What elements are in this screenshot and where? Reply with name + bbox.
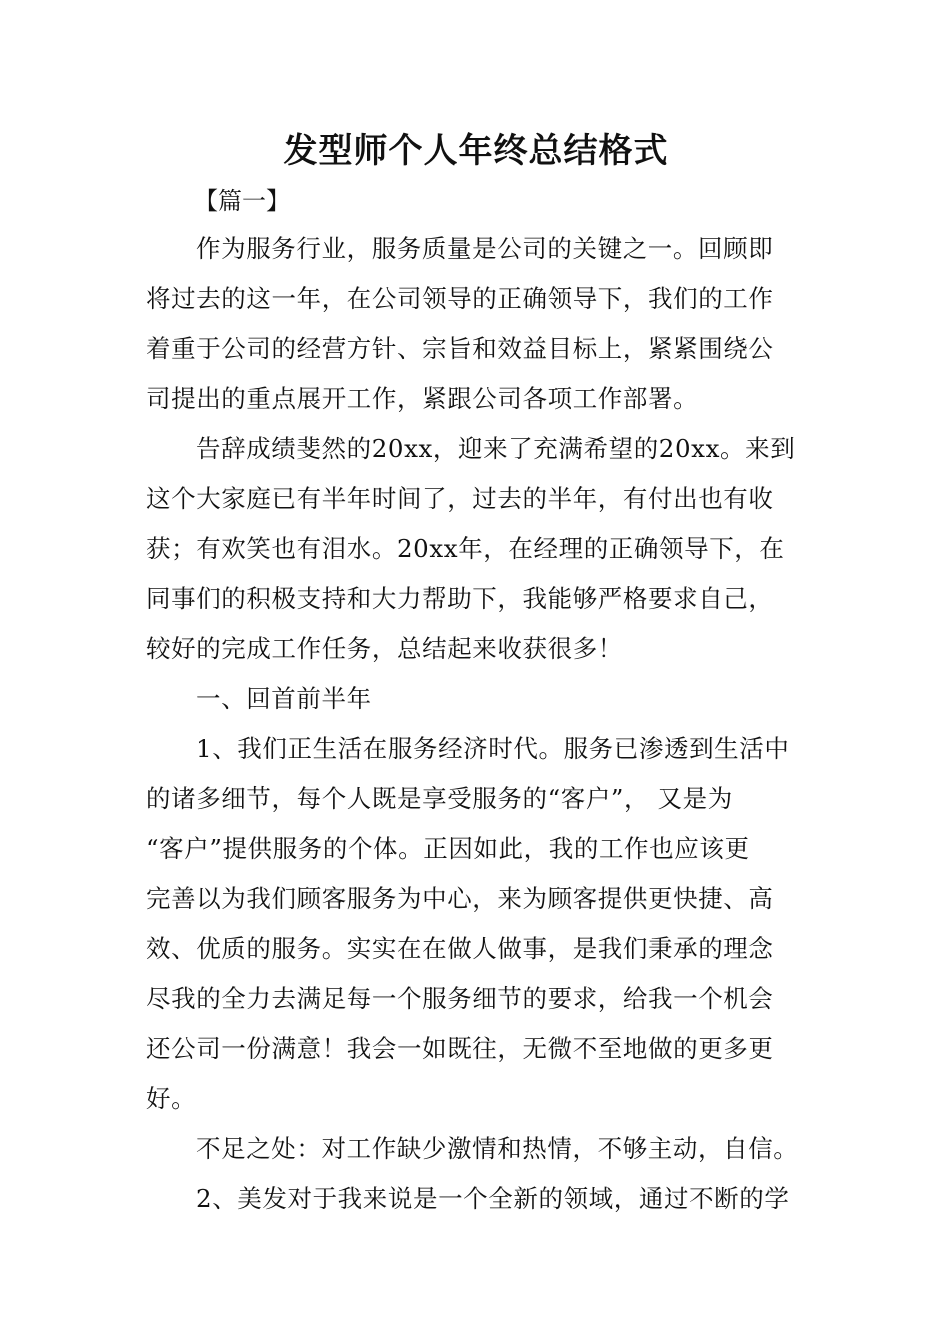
body-text-line: 的诸多细节，每个人既是享受服务的“客户”， 又是为: [146, 784, 733, 813]
body-text-line: 着重于公司的经营方针、宗旨和效益目标上，紧紧围绕公: [146, 334, 774, 363]
body-text-line: 这个大家庭已有半年时间了，过去的半年，有付出也有收: [146, 484, 774, 513]
body-text-line: 将过去的这一年，在公司领导的正确领导下，我们的工作: [146, 284, 774, 313]
body-text-line: 作为服务行业，服务质量是公司的关键之一。回顾即: [196, 234, 774, 263]
body-text-line: 司提出的重点展开工作，紧跟公司各项工作部署。: [146, 384, 699, 413]
document-title: 发型师个人年终总结格式: [283, 131, 669, 171]
body-text-line: 完善以为我们顾客服务为中心，来为顾客提供更快捷、高: [146, 884, 774, 913]
document-page: [146, 122, 806, 1224]
body-text-line: 尽我的全力去满足每一个服务细节的要求，给我一个机会: [146, 984, 774, 1013]
body-text-line: “客户”提供服务的个体。正因如此，我的工作也应该更: [146, 834, 750, 863]
body-text-line: 获；有欢笑也有泪水。20xx年，在经理的正确领导下，在: [146, 534, 785, 563]
body-text-line: 不足之处：对工作缺少激情和热情，不够主动，自信。: [196, 1134, 799, 1163]
body-text-line: 还公司一份满意！我会一如既往，无微不至地做的更多更: [146, 1034, 774, 1063]
body-text-line: 告辞成绩斐然的20xx，迎来了充满希望的20xx。来到: [196, 434, 796, 463]
body-text-line: 较好的完成工作任务，总结起来收获很多！: [146, 634, 623, 663]
body-text-line: 一、回首前半年: [196, 684, 372, 713]
body-text-line: 1、我们正生活在服务经济时代。服务已渗透到生活中: [196, 734, 790, 763]
body-text-line: 效、优质的服务。实实在在做人做事，是我们秉承的理念: [146, 934, 774, 963]
body-text-line: 好。: [146, 1084, 197, 1113]
body-text-line: 同事们的积极支持和大力帮助下，我能够严格要求自己，: [146, 584, 774, 613]
document-body: [146, 224, 806, 1224]
body-text-line: 2、美发对于我来说是一个全新的领域，通过不断的学: [196, 1184, 790, 1213]
section-heading: 【篇一】: [194, 187, 290, 215]
